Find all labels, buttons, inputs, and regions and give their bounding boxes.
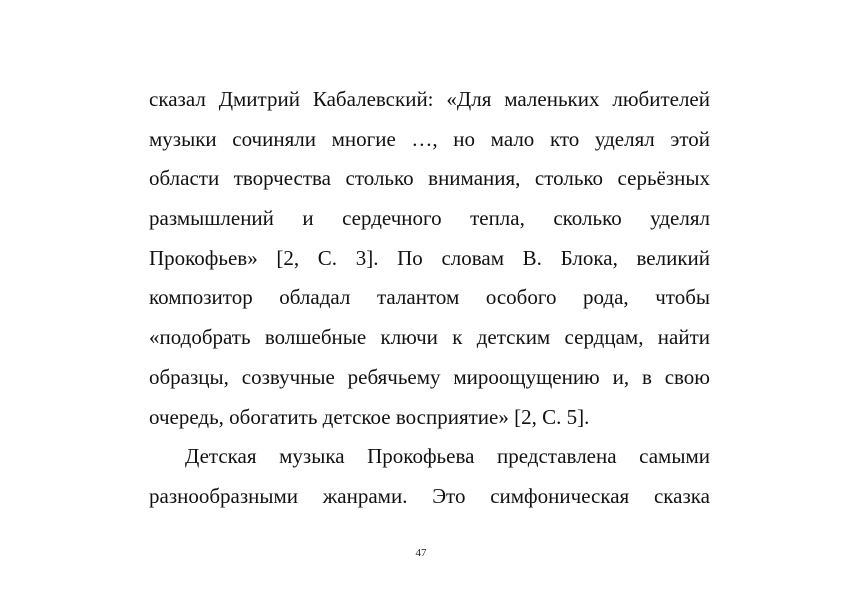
text-line: разнообразными жанрами. Это симфоническая сказка [149, 483, 710, 508]
text-line: сказал Дмитрий Кабалевский: «Для маленьких любителей [149, 87, 710, 111]
text-line: области творчества столько внимания, столько серьёзных [149, 166, 710, 191]
text-line: размышлений и сердечного тепла, сколько уделял [149, 206, 710, 231]
text-line: «подобрать волшебные ключи к детским сердцам, найти [149, 325, 710, 350]
text-line: композитор обладал талантом особого рода, чтобы [149, 285, 710, 310]
text-line: Прокофьев» [2, С. 3]. По словам В. Блока, великий [149, 245, 710, 270]
text-line: музыки сочиняли многие …, но мало кто уделял этой [149, 126, 710, 151]
page-number: 47 [415, 547, 427, 559]
text-line: образцы, созвучные ребячьему мироощущению и, в свою [149, 364, 710, 389]
paragraph-end-line: очередь, обогатить детское восприятие» [2, С. 5]. [149, 404, 590, 429]
body-text [149, 80, 710, 517]
paragraph-start-line: Детская музыка Прокофьева представлена самыми [185, 444, 710, 469]
